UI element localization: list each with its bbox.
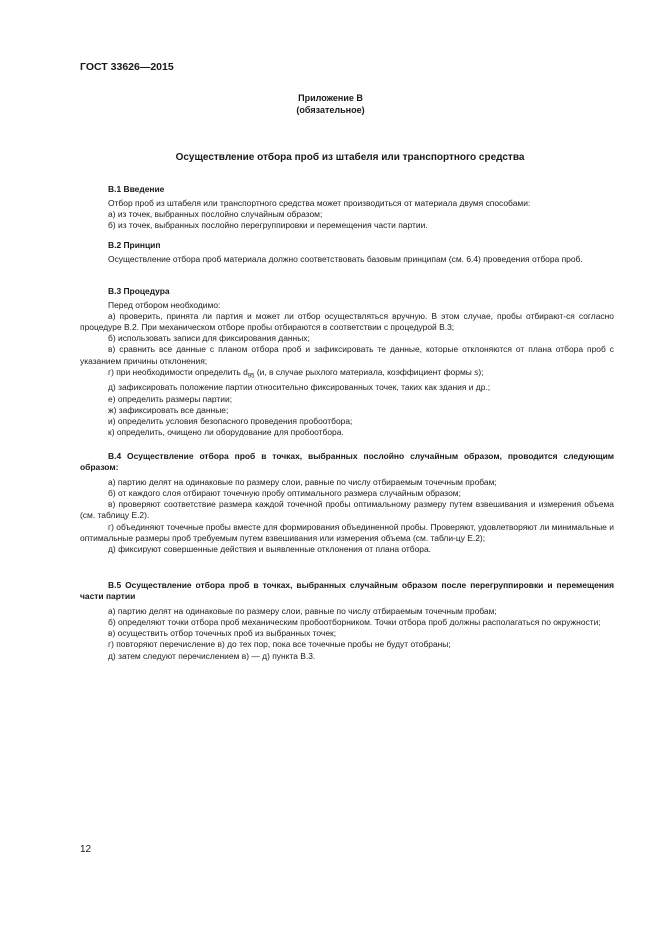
list-item: а) из точек, выбранных послойно случайным образом;: [108, 209, 323, 220]
list-item-text: г) при необходимости определить d: [108, 366, 248, 377]
list-item-text: (и, в случае рыхлого материала, коэффициент формы: [254, 366, 475, 377]
subscript: 95: [247, 373, 255, 380]
list-item-text: );: [478, 366, 484, 377]
list-item: б) из точек, выбранных послойно перегруппировки и перемещения части партии.: [108, 220, 428, 231]
paragraph: Отбор проб из штабеля или транспортного средства может производиться от материала двумя способами:: [108, 198, 531, 209]
section-b2: [80, 240, 614, 265]
list-item: д) затем следуют перечислением в) — д) пункта В.3.: [108, 650, 316, 661]
list-item: е) определить размеры партии;: [108, 393, 233, 404]
list-item: а) партию делят на одинаковые по размеру слои, равные по числу отбираемым точечным пробам;: [108, 606, 497, 617]
list-item: д) зафиксировать положение партии относительно фиксированных точек, таких как здания и др.;: [108, 382, 491, 393]
section-heading: В.5 Осуществление отбора проб в точках, выбранных случайным образом после перегруппировки и перемещения части партии: [80, 580, 614, 602]
list-item: б) использовать записи для фиксирования данных;: [108, 333, 310, 344]
section-b5: [80, 580, 614, 662]
section-b1: [80, 184, 614, 231]
list-item: к) определить, очищено ли оборудование для пробоотбора.: [108, 426, 344, 437]
section-heading: В.4 Осуществление отбора проб в точках, выбранных послойно случайным образом, проводится следующим образом:: [80, 451, 614, 473]
appendix-status: (обязательное): [296, 105, 365, 115]
section-heading: В.3 Процедура: [108, 286, 170, 296]
section-heading: В.1 Введение: [108, 184, 165, 194]
list-item: д) фиксируют совершенные действия и выявленные отклонения от плана отбора.: [108, 543, 432, 554]
list-item: ж) зафиксировать все данные;: [108, 404, 229, 415]
list-item: в) проверяют соответствие размера каждой точечной пробы оптимальному размеру путем взвешивания и измерения объема (см. таблицу Е.2).: [80, 499, 614, 521]
italic-symbol: s: [474, 366, 479, 377]
list-item: в) осуществить отбор точечных проб из выбранных точек;: [108, 628, 337, 639]
page-number: 12: [80, 844, 92, 855]
list-item: г) повторяют перечисление в) до тех пор, пока все точечные пробы не будут отобраны;: [108, 639, 451, 650]
section-b3: [80, 286, 614, 438]
section-heading: В.2 Принцип: [108, 240, 161, 250]
list-item: г) объединяют точечные пробы вместе для формирования объединенной пробы. Проверяют, удовлетворяют ли минимальные и оптимальные размеры проб требуемым путем взвешивания или измерения объема (см. табли-цу Е.2);: [80, 521, 614, 543]
list-item: б) от каждого слоя отбирают точечную пробу оптимального размера случайным образом;: [108, 488, 461, 499]
paragraph: Перед отбором необходимо:: [108, 300, 221, 311]
document-code-header: ГОСТ 33626—2015: [80, 61, 174, 73]
list-item: [80, 367, 614, 383]
appendix-title: Приложение В: [298, 93, 363, 103]
list-item: б) определяют точки отбора проб механическим пробоотборником. Точки отбора проб должны располагаться по окружности;: [108, 617, 601, 628]
list-item: а) партию делят на одинаковые по размеру слои, равные по числу отбираемым точечным пробам;: [108, 477, 497, 488]
paragraph: Осуществление отбора проб материала должно соответствовать базовым принципам (см. 6.4) проведения отбора проб.: [108, 254, 583, 265]
list-item: и) определить условия безопасного проведения пробоотбора;: [108, 415, 353, 426]
section-b4: [80, 451, 614, 555]
document-title: Осуществление отбора проб из штабеля или транспортного средства: [175, 152, 525, 163]
list-item: в) сравнить все данные с планом отбора проб и зафиксировать те данные, которые отклоняются от плана отбора проб с указанием причины отклонения;: [80, 344, 614, 366]
list-item: а) проверить, принята ли партия и может ли отбор осуществляться вручную. В этом случае, пробы отбирают-ся согласно процедуре В.2. При механическом отборе пробы отбираются в соответствии с процедурой В.3;: [80, 311, 614, 333]
